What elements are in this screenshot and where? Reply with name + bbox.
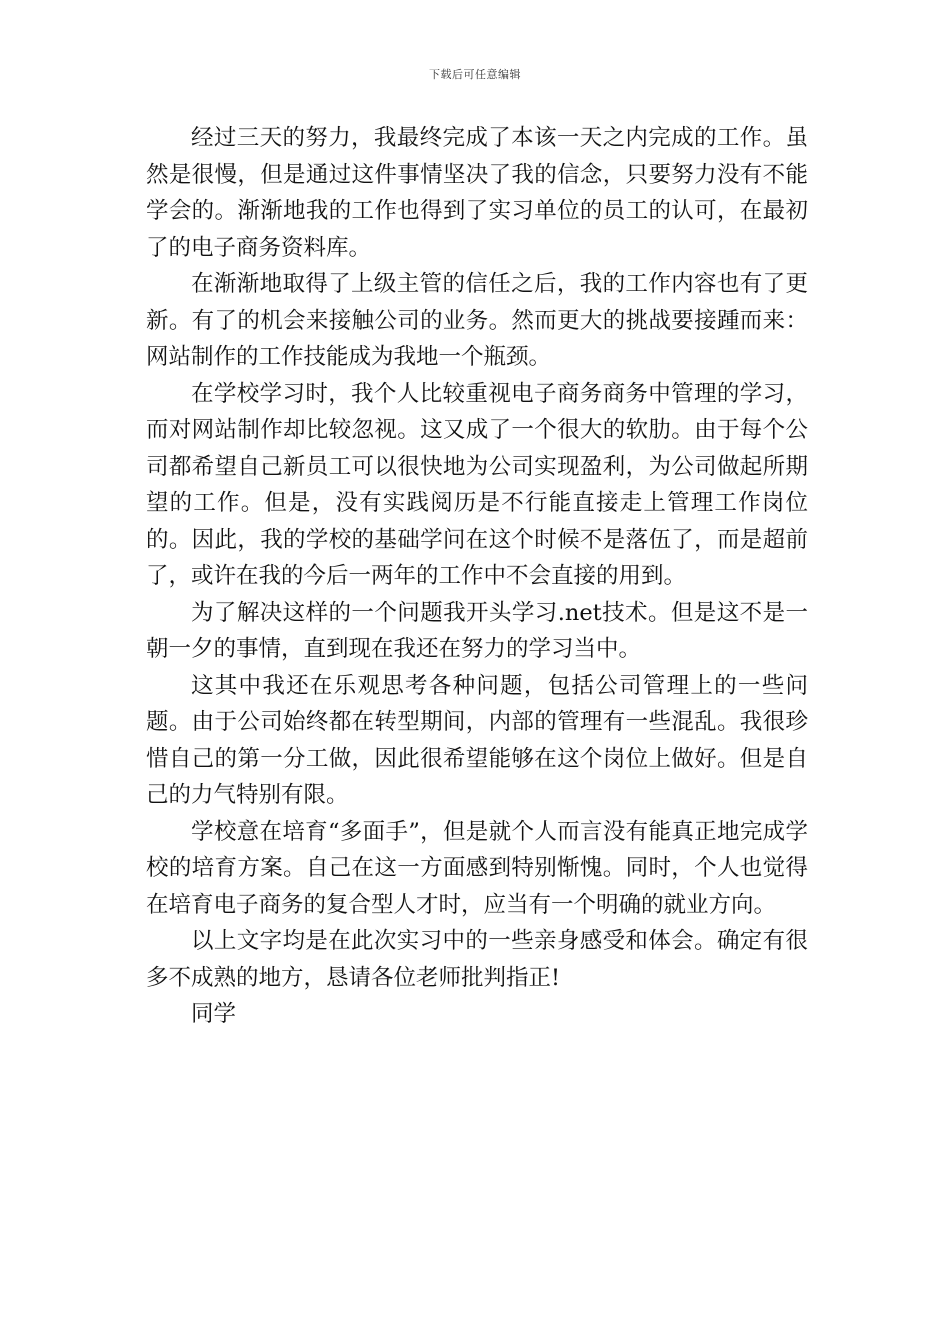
document-body [146, 120, 808, 1033]
paragraph: 经过三天的努力，我最终完成了本该一天之内完成的工作。虽然是很慢，但是通过这件事情坚决了我的信念，只要努力没有不能学会的。渐渐地我的工作也得到了实习单位的员工的认可，在最初了的电子商务资料库。 [146, 125, 808, 261]
paragraph: 在渐渐地取得了上级主管的信任之后，我的工作内容也有了更新。有了的机会来接触公司的业务。然而更大的挑战要接踵而来：网站制作的工作技能成为我地一个瓶颈。 [146, 271, 808, 370]
page-header: 下载后可任意编辑 [429, 68, 521, 81]
paragraph: 学校意在培育“多面手”，但是就个人而言没有能真正地完成学校的培育方案。自己在这一方面感到特别惭愧。同时，个人也觉得在培育电子商务的复合型人才时，应当有一个明确的就业方向。 [146, 818, 808, 918]
paragraph: 为了解决这样的一个问题我开头学习.net技术。但是这不是一朝一夕的事情，直到现在我还在努力的学习当中。 [146, 599, 808, 662]
signature-line: 同学 [191, 1001, 237, 1027]
paragraph: 这其中我还在乐观思考各种问题，包括公司管理上的一些问题。由于公司始终都在转型期间，内部的管理有一些混乱。我很珍惜自己的第一分工做，因此很希望能够在这个岗位上做好。但是自己的力气特别有限。 [146, 672, 808, 808]
paragraph: 以上文字均是在此次实习中的一些亲身感受和体会。确定有很多不成熟的地方，恳请各位老师批判指正! [146, 928, 808, 991]
paragraph: 在学校学习时，我个人比较重视电子商务商务中管理的学习，而对网站制作却比较忽视。这又成了一个很大的软肋。由于每个公司都希望自己新员工可以很快地为公司实现盈利，为公司做起所期望的工作。但是，没有实践阅历是不行能直接走上管理工作岗位的。因此，我的学校的基础学问在这个时候不是落伍了，而是超前了，或许在我的今后一两年的工作中不会直接的用到。 [146, 380, 808, 589]
